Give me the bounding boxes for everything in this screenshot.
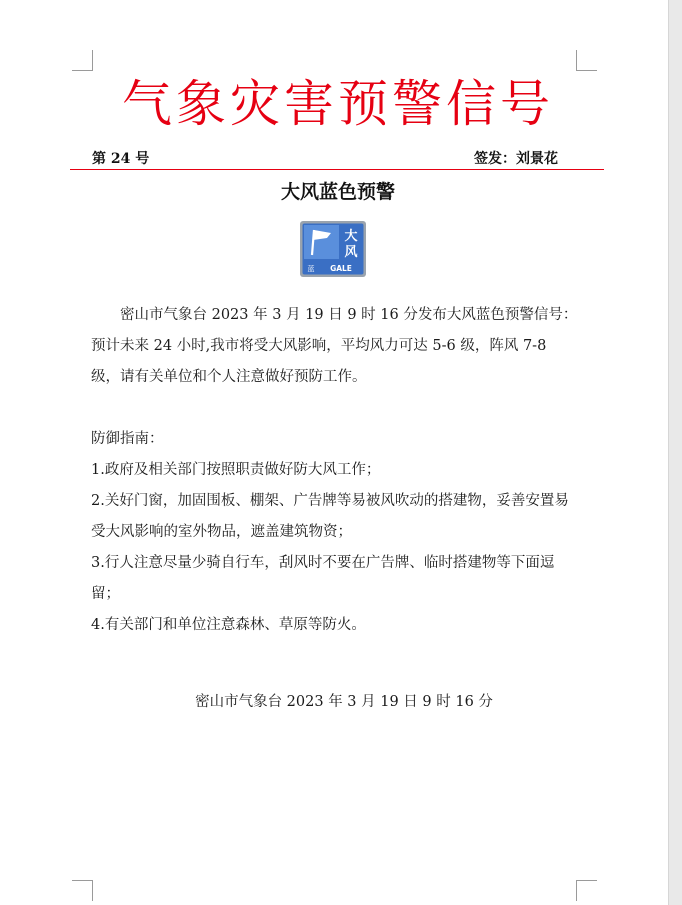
guide-item: 4.有关部门和单位注意森林、草原等防火。 [91, 617, 366, 633]
body-text [91, 300, 578, 641]
red-divider-rule [70, 169, 604, 170]
icon-text-bottom: 风 [344, 245, 358, 260]
icon-text-top: 大 [344, 229, 358, 244]
guide-item: 2.关好门窗，加固围板、棚架、广告牌等易被风吹动的搭建物，妥善安置易受大风影响的室外物品，遮盖建筑物资； [91, 493, 569, 540]
crop-mark-bottom-left [72, 880, 93, 901]
guide-item: 1.政府及相关部门按照职责做好防大风工作； [91, 462, 381, 478]
icon-text-en: GALE [330, 264, 352, 273]
crop-mark-top-right [576, 50, 597, 71]
guide-heading: 防御指南： [91, 431, 164, 447]
crop-mark-top-left [72, 50, 93, 71]
signoff-line: 密山市气象台 2023 年 3 月 19 日 9 时 16 分 [195, 694, 493, 710]
document-title: 大风蓝色预警 [280, 181, 395, 203]
crop-mark-bottom-right [576, 880, 597, 901]
guide-item: 3.行人注意尽量少骑自行车，刮风时不要在广告牌、临时搭建物等下面逗留； [91, 555, 555, 602]
icon-text-side: 蓝 [307, 265, 315, 273]
signer: 签发：刘景花 [474, 151, 558, 167]
window-scroll-gutter[interactable] [668, 0, 682, 905]
gale-blue-warning-icon [300, 221, 366, 277]
announcement-paragraph: 密山市气象台 2023 年 3 月 19 日 9 时 16 分发布大风蓝色预警信号：预计未来 24 小时,我市将受大风影响，平均风力可达 5-6 级，阵风 7-8 级，请有关单位和个人注意做好预防工作。 [91, 307, 578, 385]
issue-number: 第 24 号 [92, 151, 150, 167]
masthead-title: 气象灾害预警信号 [122, 75, 554, 133]
